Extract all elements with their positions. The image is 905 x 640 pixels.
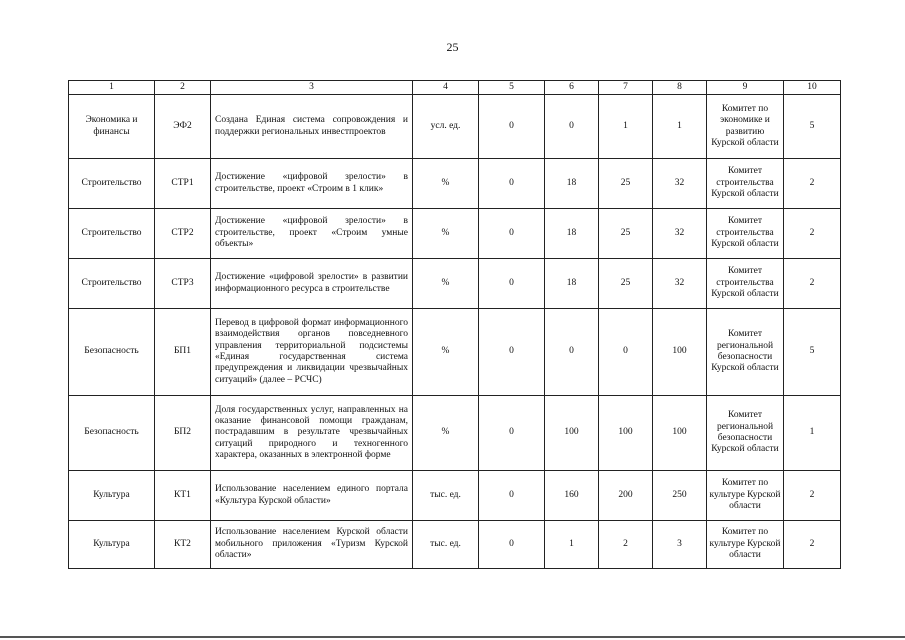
cell-code: КТ1 bbox=[155, 471, 211, 521]
cell-value: 25 bbox=[599, 159, 653, 209]
table-row bbox=[69, 521, 841, 569]
cell-value: 2 bbox=[784, 521, 841, 569]
cell-unit: % bbox=[413, 209, 479, 259]
cell-description: Доля государственных услуг, направленных на оказание финансовой помощи гражданам, пострадавшим в результате чрезвычайных ситуаций природного и техногенного характера, оказанных в электронной форме bbox=[211, 396, 413, 471]
cell-description: Достижение «цифровой зрелости» в строительстве, проект «Строим умные объекты» bbox=[211, 209, 413, 259]
column-header: 9 bbox=[707, 81, 784, 95]
cell-value: 25 bbox=[599, 259, 653, 309]
cell-unit: % bbox=[413, 259, 479, 309]
table-row bbox=[69, 259, 841, 309]
cell-value: 32 bbox=[653, 259, 707, 309]
cell-area: Культура bbox=[69, 471, 155, 521]
table-row bbox=[69, 309, 841, 396]
table-row bbox=[69, 396, 841, 471]
cell-description: Использование населением Курской области мобильного приложения «Туризм Курской области» bbox=[211, 521, 413, 569]
cell-value: 2 bbox=[784, 159, 841, 209]
table-row bbox=[69, 95, 841, 159]
cell-unit: % bbox=[413, 396, 479, 471]
column-header: 4 bbox=[413, 81, 479, 95]
column-header: 2 bbox=[155, 81, 211, 95]
cell-unit: тыс. ед. bbox=[413, 521, 479, 569]
cell-description: Использование населением единого портала «Культура Курской области» bbox=[211, 471, 413, 521]
cell-area: Строительство bbox=[69, 159, 155, 209]
cell-value: 0 bbox=[479, 209, 545, 259]
cell-unit: % bbox=[413, 159, 479, 209]
cell-value: 25 bbox=[599, 209, 653, 259]
cell-value: 2 bbox=[784, 259, 841, 309]
cell-value: 18 bbox=[545, 159, 599, 209]
cell-responsible: Комитет по культуре Курской области bbox=[707, 521, 784, 569]
cell-responsible: Комитет строительства Курской области bbox=[707, 159, 784, 209]
cell-responsible: Комитет строительства Курской области bbox=[707, 209, 784, 259]
column-header: 3 bbox=[211, 81, 413, 95]
cell-value: 100 bbox=[599, 396, 653, 471]
cell-area: Строительство bbox=[69, 259, 155, 309]
cell-area: Культура bbox=[69, 521, 155, 569]
cell-value: 2 bbox=[599, 521, 653, 569]
cell-area: Безопасность bbox=[69, 396, 155, 471]
cell-value: 0 bbox=[545, 309, 599, 396]
cell-value: 1 bbox=[784, 396, 841, 471]
cell-code: СТР1 bbox=[155, 159, 211, 209]
cell-value: 160 bbox=[545, 471, 599, 521]
cell-description: Перевод в цифровой формат информационного взаимодействия органов повседневного управления территориальной подсистемы «Единая государственная система предупреждения и ликвидации чрезвычайных ситуаций» (далее – РСЧС) bbox=[211, 309, 413, 396]
cell-value: 2 bbox=[784, 471, 841, 521]
cell-code: БП2 bbox=[155, 396, 211, 471]
cell-value: 18 bbox=[545, 259, 599, 309]
indicators-table bbox=[68, 80, 841, 569]
page-number: 25 bbox=[446, 40, 459, 54]
bottom-border-line bbox=[0, 636, 905, 638]
cell-value: 32 bbox=[653, 159, 707, 209]
cell-responsible: Комитет региональной безопасности Курской области bbox=[707, 396, 784, 471]
table-row bbox=[69, 471, 841, 521]
cell-value: 18 bbox=[545, 209, 599, 259]
cell-code: СТР2 bbox=[155, 209, 211, 259]
cell-unit: % bbox=[413, 309, 479, 396]
cell-value: 0 bbox=[545, 95, 599, 159]
cell-description: Достижение «цифровой зрелости» в строительстве, проект «Строим в 1 клик» bbox=[211, 159, 413, 209]
cell-responsible: Комитет строительства Курской области bbox=[707, 259, 784, 309]
cell-responsible: Комитет по культуре Курской области bbox=[707, 471, 784, 521]
cell-area: Безопасность bbox=[69, 309, 155, 396]
column-header: 5 bbox=[479, 81, 545, 95]
cell-value: 1 bbox=[653, 95, 707, 159]
cell-code: СТР3 bbox=[155, 259, 211, 309]
cell-value: 1 bbox=[599, 95, 653, 159]
cell-responsible: Комитет по экономике и развитию Курской области bbox=[707, 95, 784, 159]
column-header: 10 bbox=[784, 81, 841, 95]
cell-value: 200 bbox=[599, 471, 653, 521]
table-header-row bbox=[69, 81, 841, 95]
column-header: 8 bbox=[653, 81, 707, 95]
cell-unit: тыс. ед. bbox=[413, 471, 479, 521]
cell-description: Создана Единая система сопровождения и поддержки региональных инвестпроектов bbox=[211, 95, 413, 159]
column-header: 1 bbox=[69, 81, 155, 95]
cell-value: 1 bbox=[545, 521, 599, 569]
cell-value: 0 bbox=[479, 471, 545, 521]
cell-value: 2 bbox=[784, 209, 841, 259]
cell-area: Экономика и финансы bbox=[69, 95, 155, 159]
cell-value: 100 bbox=[653, 309, 707, 396]
cell-value: 0 bbox=[599, 309, 653, 396]
cell-area: Строительство bbox=[69, 209, 155, 259]
cell-value: 0 bbox=[479, 259, 545, 309]
cell-value: 0 bbox=[479, 159, 545, 209]
cell-description: Достижение «цифровой зрелости» в развитии информационного ресурса в строительстве bbox=[211, 259, 413, 309]
cell-value: 0 bbox=[479, 95, 545, 159]
cell-value: 0 bbox=[479, 521, 545, 569]
cell-code: КТ2 bbox=[155, 521, 211, 569]
cell-unit: усл. ед. bbox=[413, 95, 479, 159]
cell-value: 100 bbox=[653, 396, 707, 471]
cell-value: 5 bbox=[784, 95, 841, 159]
cell-responsible: Комитет региональной безопасности Курской области bbox=[707, 309, 784, 396]
cell-value: 100 bbox=[545, 396, 599, 471]
column-header: 7 bbox=[599, 81, 653, 95]
table-row bbox=[69, 159, 841, 209]
cell-value: 32 bbox=[653, 209, 707, 259]
table-row bbox=[69, 209, 841, 259]
cell-value: 250 bbox=[653, 471, 707, 521]
cell-value: 5 bbox=[784, 309, 841, 396]
cell-value: 0 bbox=[479, 396, 545, 471]
cell-code: БП1 bbox=[155, 309, 211, 396]
cell-value: 3 bbox=[653, 521, 707, 569]
cell-value: 0 bbox=[479, 309, 545, 396]
cell-code: ЭФ2 bbox=[155, 95, 211, 159]
column-header: 6 bbox=[545, 81, 599, 95]
